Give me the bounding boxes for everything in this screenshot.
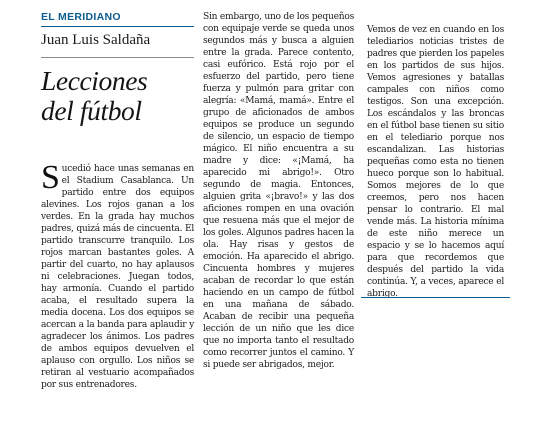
column-1 xyxy=(41,0,194,391)
author-name: Juan Luis Saldaña xyxy=(41,32,194,58)
article-headline xyxy=(41,66,194,126)
column-3 xyxy=(367,0,504,300)
body-text-1: ucedió hace unas semanas en el Stadium Casablanca. Un partido entre dos equipos alevines. Los rojos ganan a los verdes. En la grada hay muchos padres, quizá más de cincuenta. El partido transcurre tranquilo. Los rojos marcan bastantes goles. A partir del cuarto, no hay aplausos ni celebraciones. Juegan todos, hay armonía. Cuando el partido acaba, el resultado supera la media docena. Los dos equipos se acercan a la banda para aplaudir y agradecer los ánimos. Los padres de ambos equipos devuelven el aplauso con orgullo. Los niños se retiran al vestuario acompañados por sus entrenadores. xyxy=(41,164,194,390)
column-2 xyxy=(203,0,354,371)
section-title: EL MERIDIANO xyxy=(41,11,194,27)
headline-line-2: del fútbol xyxy=(41,95,142,126)
body-paragraph-3: Vemos de vez en cuando en los telediarios noticias tristes de padres que pierden los papeles en los partidos de sus hijos. Vemos agresiones y batallas campales con niños como testigos. Son una excepción. Los escándalos y las broncas en el fútbol base tienen su sitio en el telediario porque nos escandalizan. Las historias pequeñas como esta no tienen hueco porque son lo habitual. Somos mejores de lo que creemos, pero nos hacen pensar lo contrario. El mal vende más. La historia mínima de este niño merece un espacio y se lo hacemos aquí para que recordemos que después del partido la vida continúa. Y, a veces, aparece el abrigo. xyxy=(367,25,504,299)
closing-rule xyxy=(361,297,510,298)
drop-cap: S xyxy=(41,159,60,196)
body-paragraph-2: Sin embargo, uno de los pequeños con equipaje verde se queda unos segundos más y busca a alguien entre la grada. Parece contento, casi eufórico. Está rojo por el esfuerzo del partido, pero tiene fuerza y pulmón para gritar con alegría: «Mamá, mamá». Entre el grupo de aficionados de ambos equipos se produce un segundo de silencio, un espacio de tiempo mágico. El niño encuentra a su madre y dice: «¡Mamá, ha aparecido mi abrigo!». Otro segundo de magia. Entonces, alguien grita «¡bravo!» y las dos aficiones rompen en una ovación que resuena más que el mejor de los goles. Algunos padres hacen la ola. Hay risas y gestos de emoción. Ha aparecido el abrigo. Cincuenta hombres y mujeres acaban de recordar lo que están haciendo en un campo de fútbol en una mañana de sábado. Acaban de recibir una pequeña lección de un niño que les dice que no importa tanto el resultado como recorrer juntos el camino. Y si puede ser abrigados, mejor. xyxy=(203,12,354,370)
body-paragraph-1 xyxy=(41,159,194,391)
headline-line-1: Lecciones xyxy=(41,65,148,96)
